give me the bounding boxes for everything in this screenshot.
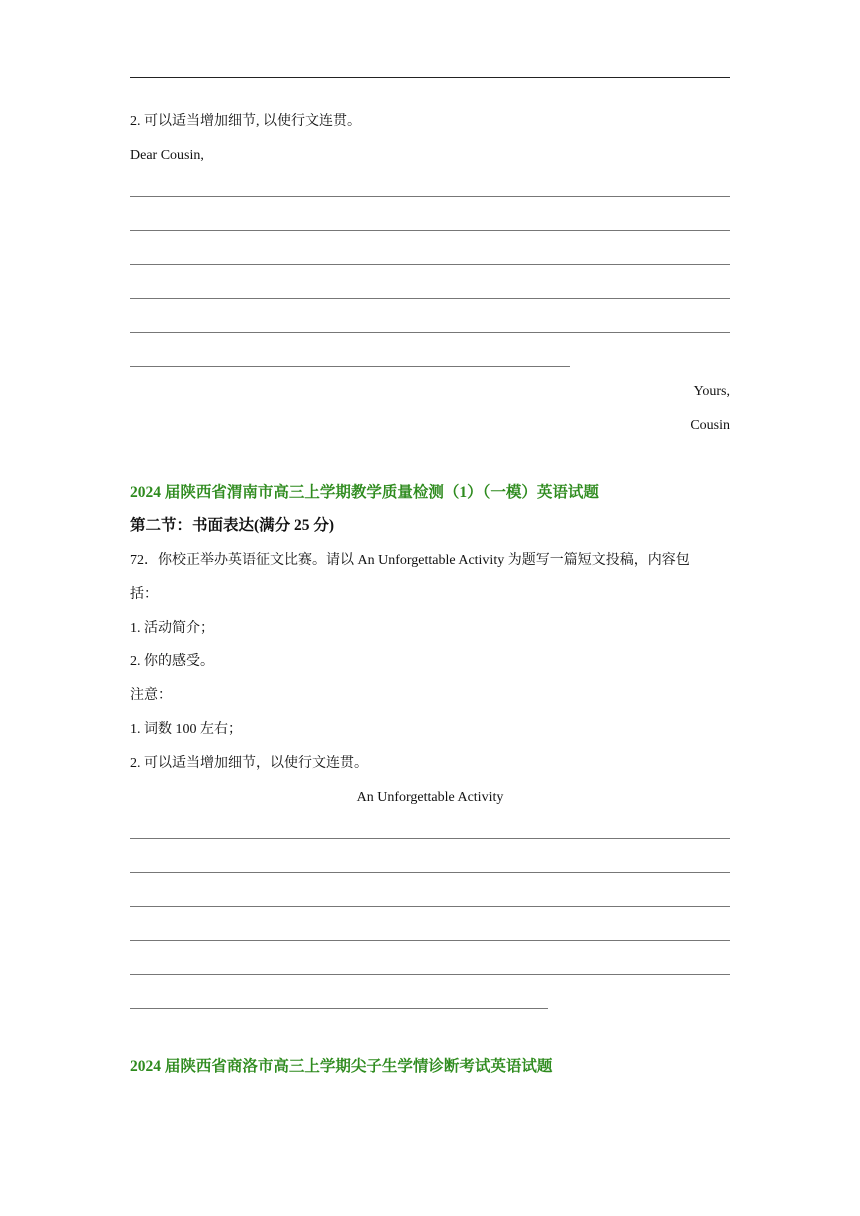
answer-line (130, 906, 730, 907)
notice-label: 注意： (130, 688, 172, 703)
answer-line (130, 1008, 548, 1009)
answer-line (130, 366, 570, 367)
letter-salutation: Dear Cousin, (130, 148, 204, 163)
essay-title: An Unforgettable Activity (356, 790, 504, 805)
prompt-text: 72．你校正举办英语征文比赛。请以 An Unforgettable Activity 为题写一篇短文投稿，内容包 (130, 553, 690, 568)
exam-heading: 2024 届陕西省渭南市高三上学期教学质量检测（1）（一模）英语试题 (130, 484, 599, 501)
content-item-2: 2. 你的感受。 (130, 654, 214, 669)
answer-line (130, 974, 730, 975)
answer-line (130, 196, 730, 197)
answer-line (130, 230, 730, 231)
answer-line (130, 940, 730, 941)
answer-line (130, 872, 730, 873)
answer-line (130, 264, 730, 265)
notice-item-2: 2. 可以适当增加细节，以使行文连贯。 (130, 756, 368, 771)
notice-item-1: 1. 词数 100 左右； (130, 722, 242, 737)
answer-line (130, 838, 730, 839)
prompt-text-continued: 括： (130, 587, 158, 602)
note-item-2: 2. 可以适当增加细节, 以使行文连贯。 (130, 114, 361, 129)
header-rule (130, 77, 730, 78)
section-subheading: 第二节：书面表达(满分 25 分) (130, 517, 335, 534)
letter-signature: Cousin (690, 418, 730, 433)
exam-heading: 2024 届陕西省商洛市高三上学期尖子生学情诊断考试英语试题 (130, 1058, 553, 1075)
content-item-1: 1. 活动简介； (130, 621, 214, 636)
answer-line (130, 298, 730, 299)
answer-line (130, 332, 730, 333)
letter-closing: Yours, (693, 384, 730, 399)
